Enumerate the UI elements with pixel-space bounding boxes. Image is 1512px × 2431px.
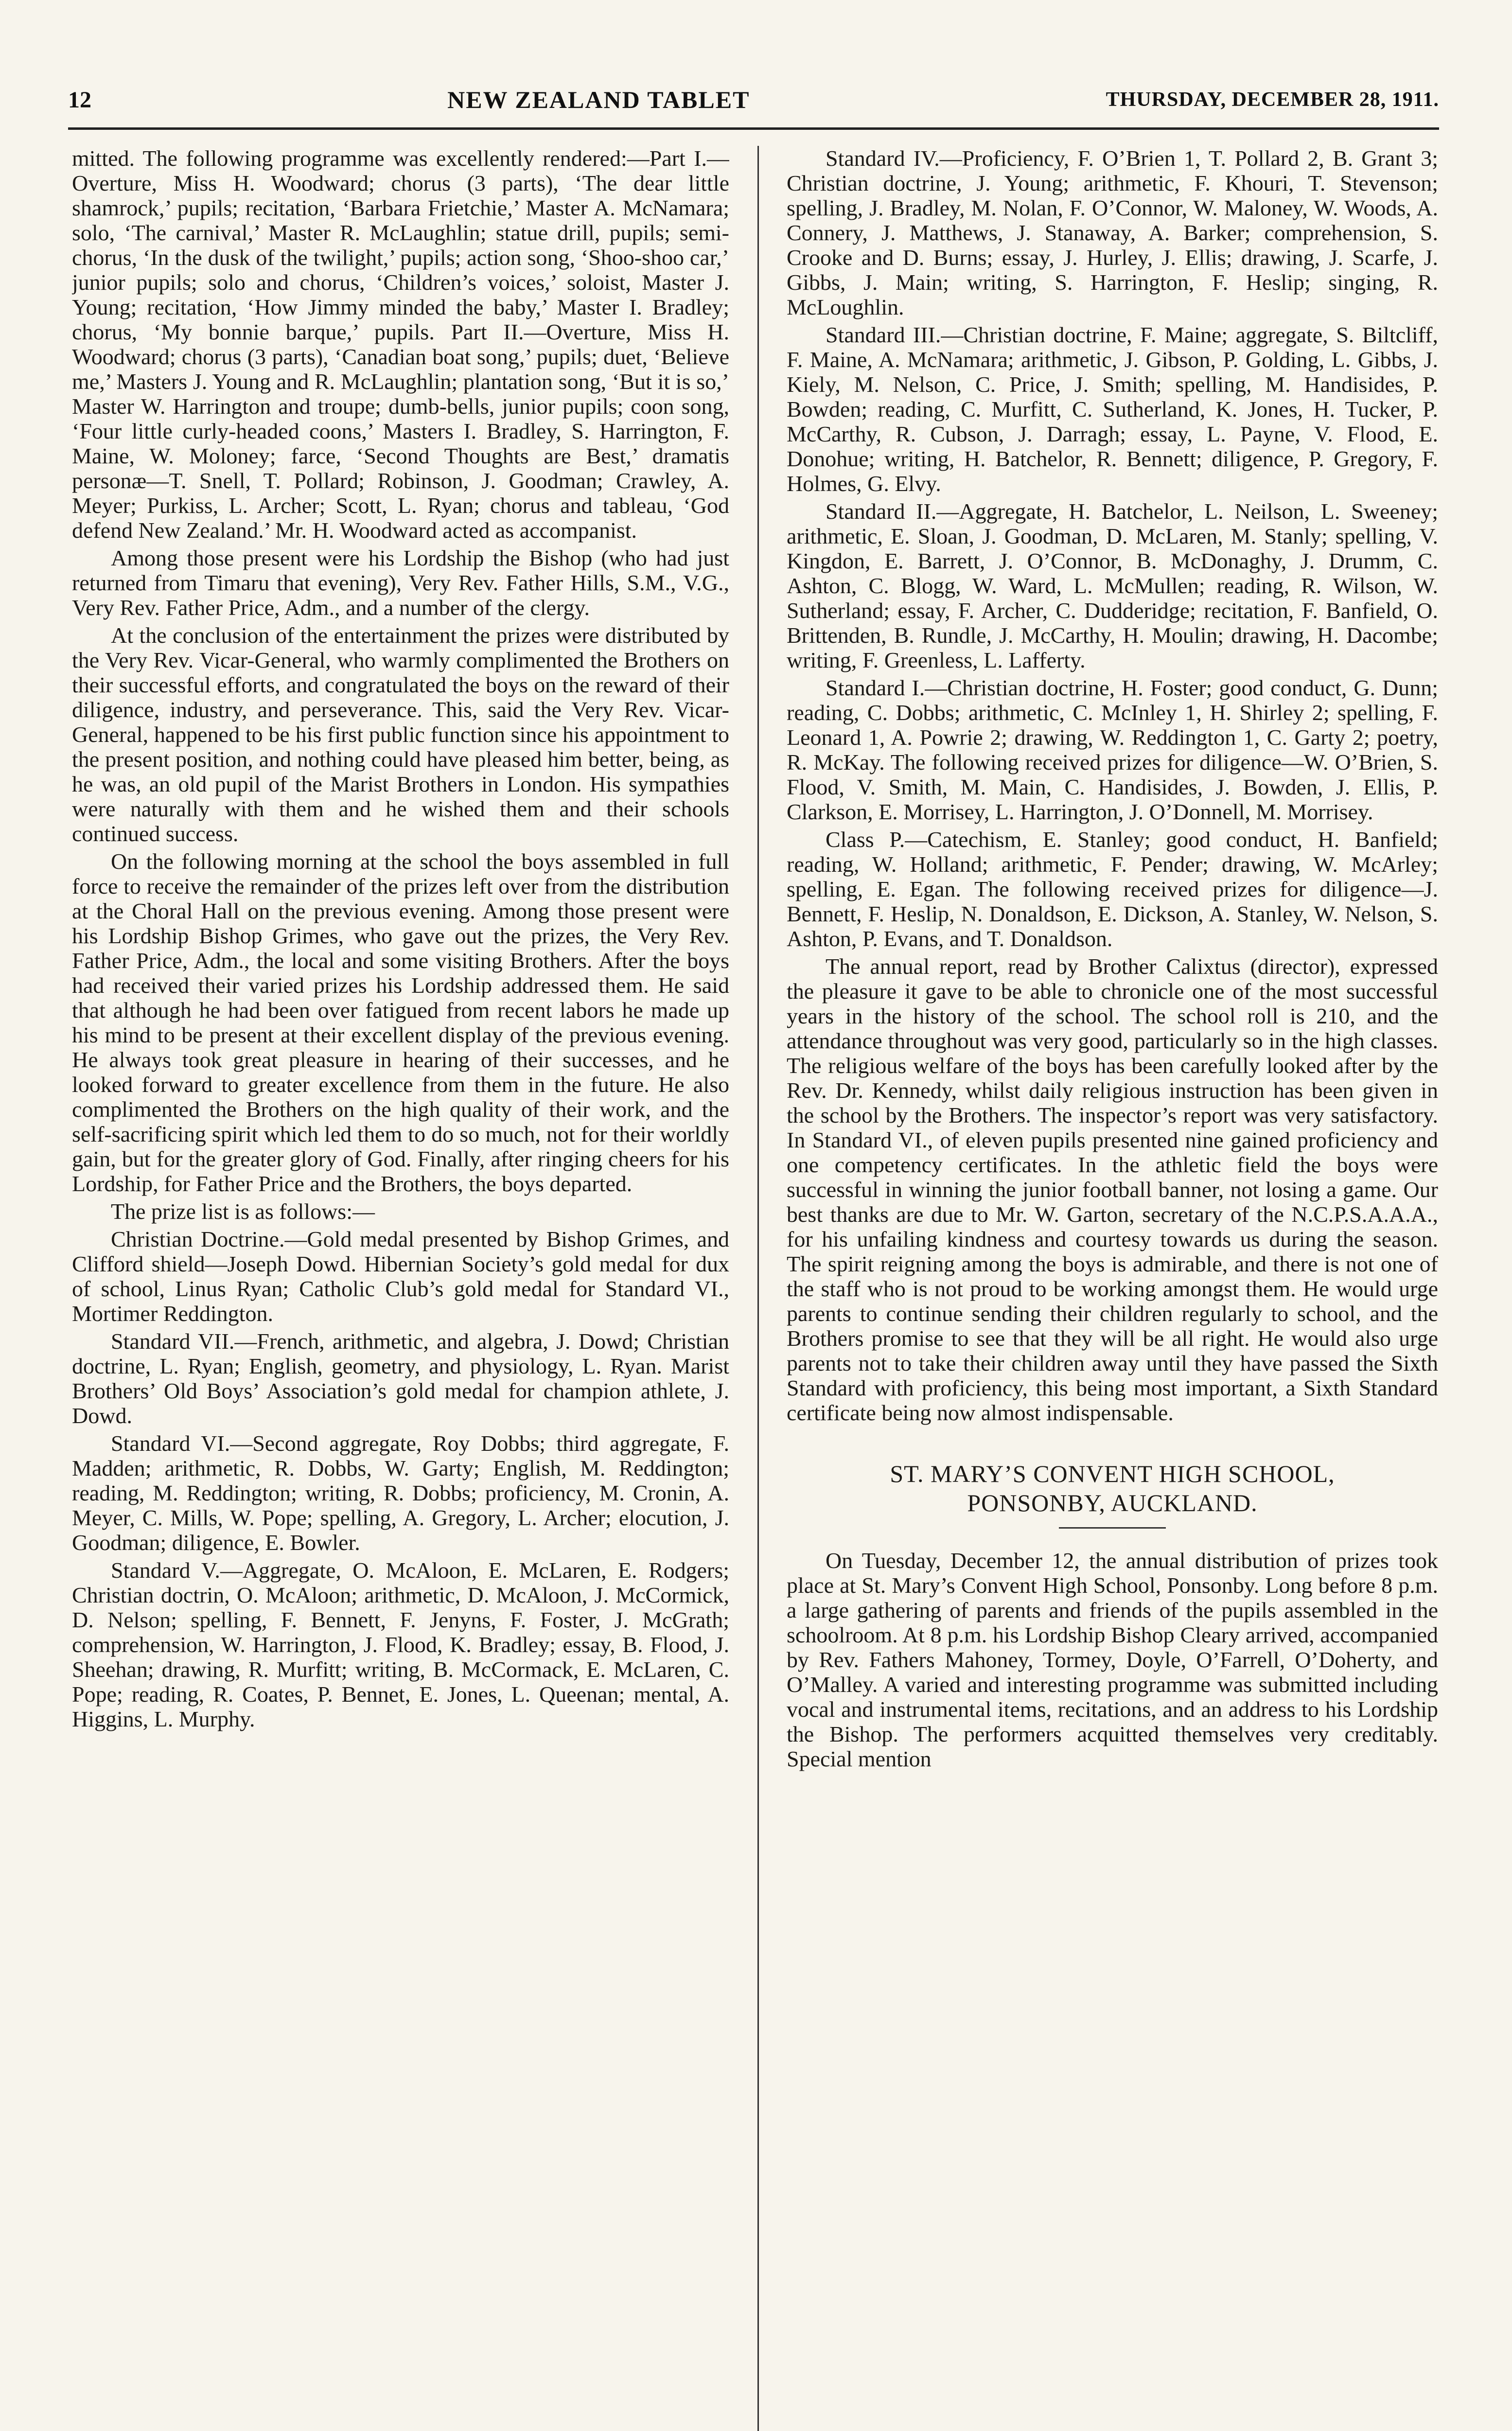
prize-paragraph: Christian Doctrine.—Gold medal presented by Bishop Grimes, and Clifford shield—Joseph Dowd. Hibernian Society’s gold medal for dux of school, Linus Ryan; Catholic Club’s gold medal for Standard VI., Mortimer Reddington. xyxy=(72,1227,729,1326)
column-divider xyxy=(757,146,759,2431)
article-paragraph: The prize list is as follows:— xyxy=(111,1199,375,1224)
issue-dateline: THURSDAY, DECEMBER 28, 1911. xyxy=(1106,88,1439,111)
prize-paragraph: Standard VII.—French, arithmetic, and algebra, J. Dowd; Christian doctrine, L. Ryan; English, geometry, and physiology, L. Ryan. Marist Brothers’ Old Boys’ Association’s gold medal for champion athlete, J. Dowd. xyxy=(72,1329,729,1428)
prize-paragraph: Standard IV.—Proficiency, F. O’Brien 1, T. Pollard 2, B. Grant 3; Christian doctrine, J. Young; arithmetic, F. Khouri, T. Stevenson; spelling, J. Bradley, M. Nolan, F. O’Connor, W. Maloney, W. Woods, A. Connery, J. Matthews, J. Stanaway, A. Barker; comprehension, S. Crooke and D. Burns; essay, J. Hurley, J. Ellis; drawing, J. Scarfe, J. Gibbs, J. Main; writing, S. Harrington, F. Heslip; singing, R. McLoughlin. xyxy=(787,146,1438,319)
article-paragraph: On Tuesday, December 12, the annual distribution of prizes took place at St. Mary’s Convent High School, Ponsonby. Long before 8 p.m. a large gathering of parents and friends of the pupils assembled in the schoolroom. At 8 p.m. his Lordship Bishop Cleary arrived, accompanied by Rev. Fathers Mahoney, Tormey, Doyle, O’Farrell, O’Doherty, and O’Malley. A varied and interesting programme was submitted including vocal and instrumental items, recitations, and an address to his Lordship the Bishop. The performers acquitted themselves very creditably. Special mention xyxy=(787,1548,1438,1771)
page-number: 12 xyxy=(68,87,91,113)
prize-paragraph: Standard I.—Christian doctrine, H. Foster; good conduct, G. Dunn; reading, C. Dobbs; arithmetic, C. McInley 1, H. Shirley 2; spelling, F. Leonard 1, A. Powrie 2; drawing, W. Reddington 1, C. Garty 2; poetry, R. McKay. The following received prizes for diligence—W. O’Brien, S. Flood, V. Smith, M. Main, C. Handisides, J. Bowden, J. Ellis, P. Clarkson, E. Morrisey, L. Harrington, J. O’Donnell, M. Morrisey. xyxy=(787,675,1438,824)
article-paragraph: Among those present were his Lordship the Bishop (who had just returned from Timaru that evening), Very Rev. Father Hills, S.M., V.G., Very Rev. Father Price, Adm., and a number of the clergy. xyxy=(72,546,729,620)
left-column xyxy=(72,146,729,2431)
section-rule xyxy=(1059,1527,1166,1529)
header-rule xyxy=(68,127,1439,130)
section-heading-line: PONSONBY, AUCKLAND. xyxy=(967,1489,1258,1516)
right-column xyxy=(787,146,1438,2431)
prize-paragraph: Class P.—Catechism, E. Stanley; good conduct, H. Banfield; reading, W. Holland; arithmetic, F. Pender; drawing, W. McArley; spelling, E. Egan. The following received prizes for diligence—J. Bennett, F. Heslip, N. Donaldson, E. Dickson, A. Stanley, W. Nelson, S. Ashton, P. Evans, and T. Donaldson. xyxy=(787,827,1438,951)
prize-paragraph: Standard V.—Aggregate, O. McAloon, E. McLaren, E. Rodgers; Christian doctrin, O. McAloon; arithmetic, D. McAloon, J. McCormick, D. Nelson; spelling, F. Bennett, F. Jenyns, F. Foster, J. McGrath; comprehension, W. Harrington, J. Flood, K. Bradley; essay, B. Flood, J. Sheehan; drawing, R. Murfitt; writing, B. McCormack, E. McLaren, C. Pope; reading, R. Coates, P. Bennet, E. Jones, L. Queenan; mental, A. Higgins, L. Murphy. xyxy=(72,1558,729,1731)
article-paragraph: On the following morning at the school the boys assembled in full force to receive the remainder of the prizes left over from the distribution at the Choral Hall on the previous evening. Among those present were his Lordship Bishop Grimes, who gave out the prizes, the Very Rev. Father Price, Adm., the local and some visiting Brothers. After the boys had received their varied prizes his Lordship addressed them. He said that although he had been over fatigued from recent labors he made up his mind to be present at their excellent display of the previous evening. He always took great pleasure in hearing of their successes, and he looked forward to greater excellence from them in the future. He also complimented the Brothers on the high quality of their work, and the self-sacrificing spirit which led them to do so much, not for their worldly gain, but for the greater glory of God. Finally, after ringing cheers for his Lordship, for Father Price and the Brothers, the boys departed. xyxy=(72,849,729,1196)
annual-report-paragraph: The annual report, read by Brother Calixtus (director), expressed the pleasure it gave to be able to chronicle one of the most successful years in the history of the school. The school roll is 210, and the attendance throughout was very good, particularly so in the high classes. The religious welfare of the boys has been carefully looked after by the Rev. Dr. Kennedy, whilst daily religious instruction has been given in the school by the Brothers. The inspector’s report was very satisfactory. In Standard VI., of eleven pupils presented nine gained proficiency and one competency certificates. In the athletic field the boys were successful in winning the junior football banner, not losing a game. Our best thanks are due to Mr. W. Garton, secretary of the N.C.P.S.A.A.A., for his unfailing kindness and courtesy towards us during the season. The spirit reigning among the boys is admirable, and there is not one of the staff who is not proud to be working amongst them. He would urge parents to continue sending their children regularly to school, and the Brothers promise to see that they will be all right. He would also urge parents not to take their children away until they have passed the Sixth Standard with proficiency, this being most important, a Sixth Standard certificate being now almost indispensable. xyxy=(787,954,1438,1425)
masthead-title: NEW ZEALAND TABLET xyxy=(447,86,750,113)
section-heading-line: ST. MARY’S CONVENT HIGH SCHOOL, xyxy=(890,1460,1335,1487)
prize-paragraph: Standard VI.—Second aggregate, Roy Dobbs; third aggregate, F. Madden; arithmetic, R. Dobbs, W. Garty; English, M. Reddington; reading, M. Reddington; writing, R. Dobbs; proficiency, M. Cronin, A. Meyer, C. Mills, W. Pope; spelling, A. Gregory, L. Archer; elocution, J. Goodman; diligence, E. Bowler. xyxy=(72,1431,729,1555)
page-header xyxy=(68,75,1439,124)
article-paragraph: mitted. The following programme was excellently rendered:—Part I.—Overture, Miss H. Woodward; chorus (3 parts), ‘The dear little shamrock,’ pupils; recitation, ‘Barbara Frietchie,’ Master A. McNamara; solo, ‘The carnival,’ Master R. McLaughlin; statue drill, pupils; semi-chorus, ‘In the dusk of the twilight,’ pupils; action song, ‘Shoo-shoo car,’ junior pupils; solo and chorus, ‘Children’s voices,’ soloist, Master J. Young; recitation, ‘How Jimmy minded the baby,’ Master I. Bradley; chorus, ‘My bonnie barque,’ pupils. Part II.—Overture, Miss H. Woodward; chorus (3 parts), ‘Canadian boat song,’ pupils; duet, ‘Believe me,’ Masters J. Young and R. McLaughlin; plantation song, ‘But it is so,’ Master W. Harrington and troupe; dumb-bells, junior pupils; coon song, ‘Four little curly-headed coons,’ Masters I. Bradley, S. Harrington, F. Maine, W. Moloney; farce, ‘Second Thoughts are Best,’ dramatis personæ—T. Snell, T. Pollard; Robinson, J. Goodman; Crawley, A. Meyer; Purkiss, L. Archer; Scott, L. Ryan; chorus and tableau, ‘God defend New Zealand.’ Mr. H. Woodward acted as accompanist. xyxy=(72,146,729,543)
section-heading xyxy=(787,1459,1438,1517)
prize-paragraph: Standard II.—Aggregate, H. Batchelor, L. Neilson, L. Sweeney; arithmetic, E. Sloan, J. Goodman, D. McLaren, M. Stanly; spelling, V. Kingdon, E. Barrett, J. O’Connor, B. McDonaghy, J. Drumm, C. Ashton, C. Blogg, W. Ward, L. McMullen; reading, R. Wilson, W. Sutherland; essay, F. Archer, C. Dudderidge; recitation, F. Banfield, O. Brittenden, B. Rundle, J. McCarthy, H. Moulin; drawing, H. Dacombe; writing, F. Greenless, L. Lafferty. xyxy=(787,499,1438,672)
prize-paragraph: Standard III.—Christian doctrine, F. Maine; aggregate, S. Biltcliff, F. Maine, A. McNamara; arithmetic, J. Gibson, P. Golding, L. Gibbs, J. Kiely, M. Nelson, C. Price, J. Smith; spelling, M. Handisides, P. Bowden; reading, C. Murfitt, C. Sutherland, K. Jones, H. Tucker, P. McCarthy, R. Cubson, J. Darragh; essay, L. Payne, V. Flood, E. Donohue; writing, H. Batchelor, R. Bennett; diligence, P. Gregory, F. Holmes, G. Elvy. xyxy=(787,322,1438,496)
article-paragraph: At the conclusion of the entertainment the prizes were distributed by the Very Rev. Vicar-General, who warmly complimented the Brothers on their successful efforts, and congratulated the boys on the reward of their diligence, industry, and perseverance. This, said the Very Rev. Vicar-General, happened to be his first public function since his appointment to the present position, and nothing could have pleased him better, being, as he was, an old pupil of the Marist Brothers in London. His sympathies were naturally with them and he wished them and their schools continued success. xyxy=(72,623,729,846)
